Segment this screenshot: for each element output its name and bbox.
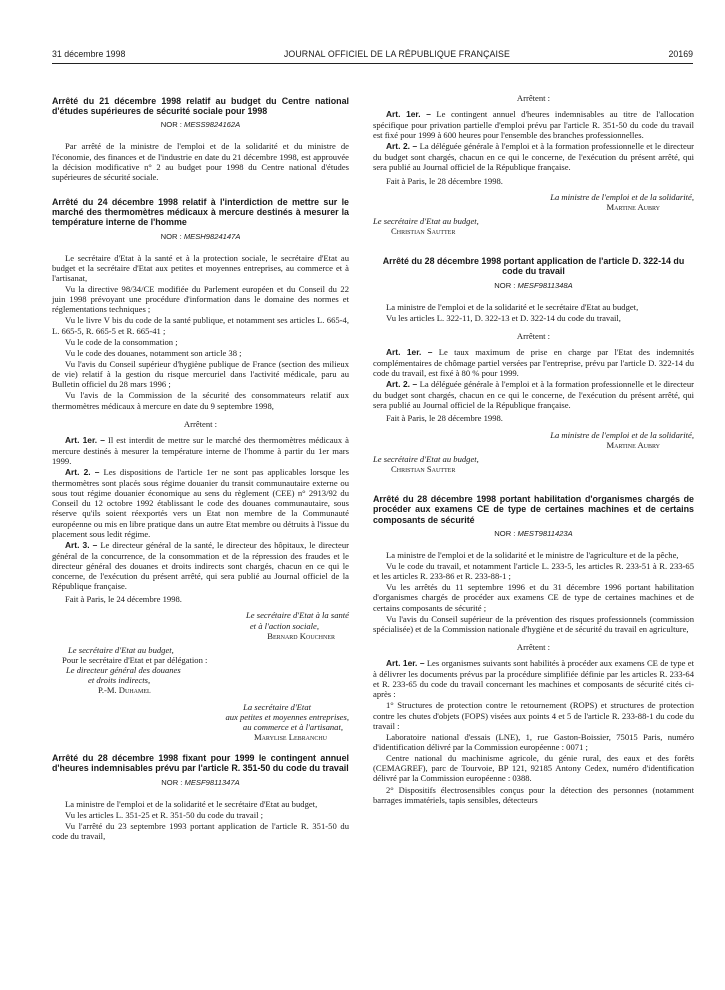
paragraph: La ministre de l'emploi et de la solidarité et le ministre de l'agriculture et de la pêche, [386,549,679,560]
list-item: 1° Structures de protection contre le retournement (ROPS) et structures de protection contre les chutes d'objets (FOPS) visées aux points 4 et 5 de l'article R. 233-88-1 du code du travail : [373,700,694,731]
article-1: Art. 1er. – Le taux maximum de prise en charge par l'Etat des indemnités complémentaires de chômage partiel versées par l'entreprise, prévu par l'article D. 322-14 du code du travail, est fixé à 80 % pour 1999. [373,347,694,379]
article-2: Art. 2. – La déléguée générale à l'emploi et à la formation professionnelle et le directeur du budget sont chargés, chacun en ce qui le concerne, de l'exécution du présent arrêté, qui sera publié au Journal officiel de la République française. [373,379,694,411]
article-3: Art. 3. – Le directeur général de la santé, le directeur des hôpitaux, le directeur général de la concurrence, de la consommation et de la répression des fraudes et le directeur général des douanes et droits indirects sont chargés, chacun en ce qui le concerne, de l'exécution du présent arrêté, qui sera publié au Journal officiel de la République française. [52,539,349,592]
signatory-role: Le directeur général des douanes [66,665,181,676]
nor-reference: NOR : MESF9811348A [494,280,573,290]
paragraph: Vu les articles L. 351-25 et R. 351-50 du code du travail ; [65,809,264,820]
nor-reference: NOR : MEST9811423A [494,528,573,538]
paragraph: Vu la directive 98/34/CE modifiée du Parlement européen et du Conseil du 22 juin 1998 prévoyant une procédure d'information dans le domaine des normes et réglementations techniques ; [52,284,349,315]
signatory-role: et droits indirects, [88,675,151,686]
decree-contingent-heures-continued [373,93,694,236]
decree-title: Arrêté du 24 décembre 1998 relatif à l'interdiction de mettre sur le marché des thermomètres médicaux à mercure destinés à mesurer la température interne de l'homme [52,196,349,228]
signatory-role: au commerce et à l'artisanat, [242,721,343,732]
paragraph: Vu l'arrêté du 23 septembre 1993 portant application de l'article R. 351-50 du code du travail, [52,820,349,841]
signatory-role: La ministre de l'emploi et de la solidarité, [550,429,694,440]
signatory-delegation: Pour le secrétaire d'Etat et par délégation : [62,655,208,665]
organisation-entry: Centre national du machinisme agricole, du génie rural, des eaux et des forêts (CEMAGREF), parc de Tourvoie, BP 121, 92185 Antony Cedex, numéro d'identification délivré par la Commission européenne : 0388. [373,753,694,784]
signatory-name: Christian Sautter [391,464,456,474]
fait-a-paris: Fait à Paris, le 24 décembre 1998. [65,594,182,605]
signatory-name: Marylise Lebranchu [253,731,327,742]
paragraph: Vu les articles L. 322-11, D. 322-13 et D. 322-14 du code du travail, [386,312,621,323]
paragraph: Le secrétaire d'Etat à la santé et à la protection sociale, le secrétaire d'Etat au budget et la secrétaire d'Etat aux petites et moyennes entreprises, au commerce et à l'artisanat, [52,252,349,283]
header-page-number: 20169 [668,49,693,59]
fait-a-paris: Fait à Paris, le 28 décembre 1998. [386,413,503,424]
signatory-name: Christian Sautter [391,226,456,237]
paragraph: Vu le code de la consommation ; [65,336,178,347]
paragraph: Vu l'avis du Conseil supérieur de la prévention des risques professionnels (commission spécialisée) et de la Commission nationale d'hygiène et de sécurité du travail en agriculture, [373,613,694,634]
header-rule [52,63,693,64]
signatory-role: La secrétaire d'Etat [243,701,311,712]
paragraph: Vu l'avis de la Commission de la sécurité des consommateurs relatif aux thermomètres médicaux à mercure en date du 9 septembre 1998, [52,390,349,411]
arretent-label: Arrêtent : [516,330,551,341]
decree-habilitation-organismes [373,494,694,805]
nor-reference: NOR : MESF9811347A [161,777,240,787]
paragraph: Vu les arrêtés du 11 septembre 1996 et du 31 décembre 1996 portant habilitation d'organismes chargés de procéder aux examens CE de type de certaines machines et de certains composants de sécurité ; [373,582,694,613]
list-item: 2° Dispositifs électrosensibles conçus pour la détection des personnes (notamment barrages immatériels, tapis sensibles, détecteurs [373,784,694,805]
decree-title: Arrêté du 21 décembre 1998 relatif au budget du Centre national d'études supérieures de sécurité sociale pour 1998 [52,96,349,117]
decree-contingent-heures [52,753,349,841]
decree-body: Par arrêté de la ministre de l'emploi et de la solidarité et du ministre de l'économie, des finances et de l'industrie en date du 21 décembre 1998, est approuvée la décision modificative n° 2 au budget pour 1998 du Centre national d'études supérieures de sécurité sociale. [52,141,349,182]
signatory-name: P.-M. Duhamel [98,685,151,696]
article-2: Art. 2. – Les dispositions de l'article 1er ne sont pas applicables lorsque les thermomètres sont placés sous régime douanier du transit communautaire externe ou sous tout régime douanier économique au sens du règlement (CEE) n° 2913/92 du Conseil du 12 octobre 1992 établissant le code des douanes communautaire, sous réserve qu'ils soient réexportés vers un Etat non membre de la Communauté européenne ou mis en libre pratique dans un autre Etat membre ou détruits à l'issue du placement sous ledit régime. [52,467,349,539]
article-2: Art. 2. – La déléguée générale à l'emploi et à la formation professionnelle et le directeur du budget sont chargés, chacun en ce qui le concerne, de l'exécution du présent arrêté, qui sera publié au Journal officiel de la République française. [373,141,694,173]
article-1: Art. 1er. – Les organismes suivants sont habilités à procéder aux examens CE de type et à délivrer les documents prévus par la procédure simplifiée définie par les articles R. 233-64 et R. 233-65 du code du travail concernant les machines et composants de sécurité cités ci-après : [373,658,694,700]
left-column [52,96,349,842]
decree-budget-cness [52,96,349,182]
decree-chomage-partiel [373,256,694,474]
signatory-role: Le secrétaire d'Etat au budget, [68,644,174,655]
paragraph: La ministre de l'emploi et de la solidarité et le secrétaire d'Etat au budget, [65,798,318,809]
signatory-name: Martine Aubry [606,439,660,450]
paragraph: Vu l'avis du Conseil supérieur d'hygiène publique de France (section des milieux de vie) relatif à la gestion du risque mercuriel dans l'activité médicale, paru au Bulletin officiel du 28 mars 1996 ; [52,359,349,390]
signatory-role: La ministre de l'emploi et de la solidarité, [550,191,694,202]
fait-a-paris: Fait à Paris, le 28 décembre 1998. [386,175,503,186]
paragraph: Vu le code du travail, et notamment l'article L. 233-5, les articles R. 233-51 à R. 233-65 et les articles R. 233-86 et R. 233-88-1 ; [373,560,694,582]
article-1: Art. 1er. – Il est interdit de mettre sur le marché des thermomètres médicaux à mercure destinés à mesurer la température interne de l'homme à partir du 1er mars 1999. [52,434,349,466]
nor-reference: NOR : MESH9824147A [160,231,241,241]
header-journal-title: JOURNAL OFFICIEL DE LA RÉPUBLIQUE FRANÇAISE [283,49,510,59]
article-1: Art. 1er. – Le contingent annuel d'heures indemnisables au titre de l'allocation spécifique pour privation partielle d'emploi prévu par l'article R. 351-50 du code du travail est fixé pour 1999 à 600 heures pour l'ensemble des branches professionnelles. [373,109,694,141]
arretent-label: Arrêtent : [183,418,218,429]
signatory-role: Le secrétaire d'Etat à la santé [246,610,349,621]
page-header [52,49,693,59]
right-column [373,93,694,806]
paragraph: La ministre de l'emploi et de la solidarité et le secrétaire d'Etat au budget, [386,301,639,312]
header-date: 31 décembre 1998 [52,49,126,59]
signatory-role: Le secrétaire d'Etat au budget, [373,215,479,226]
nor-reference: NOR : MESS9824162A [160,120,241,130]
arretent-label: Arrêtent : [516,641,551,652]
decree-thermometres [52,197,349,742]
signatory-name: Martine Aubry [606,201,660,212]
decree-title: Arrêté du 28 décembre 1998 portant application de l'article D. 322-14 du code du travail [382,256,685,277]
arretent-label: Arrêtent : [516,93,551,103]
decree-title: Arrêté du 28 décembre 1998 fixant pour 1999 le contingent annuel d'heures indemnisables prévu par l'article R. 351-50 du code du travail [52,753,349,774]
signatory-role: aux petites et moyennes entreprises, [225,711,349,722]
signatory-role: et à l'action sociale, [249,620,319,631]
decree-title: Arrêté du 28 décembre 1998 portant habilitation d'organismes chargés de procéder aux examens CE de type de certaines machines et de certains composants de sécurité [373,494,694,525]
paragraph: Vu le code des douanes, notamment son article 38 ; [65,347,242,358]
paragraph: Vu le livre V bis du code de la santé publique, et notamment ses articles L. 665-4, L. 665-5, R. 665-5 et R. 665-41 ; [52,315,349,336]
signatory-role: Le secrétaire d'Etat au budget, [373,453,479,464]
signatory-name: Bernard Kouchner [267,630,335,641]
organisation-entry: Laboratoire national d'essais (LNE), 1, rue Gaston-Boissier, 75015 Paris, numéro d'identification délivré par la Commission européenne : 0071 ; [373,731,694,752]
